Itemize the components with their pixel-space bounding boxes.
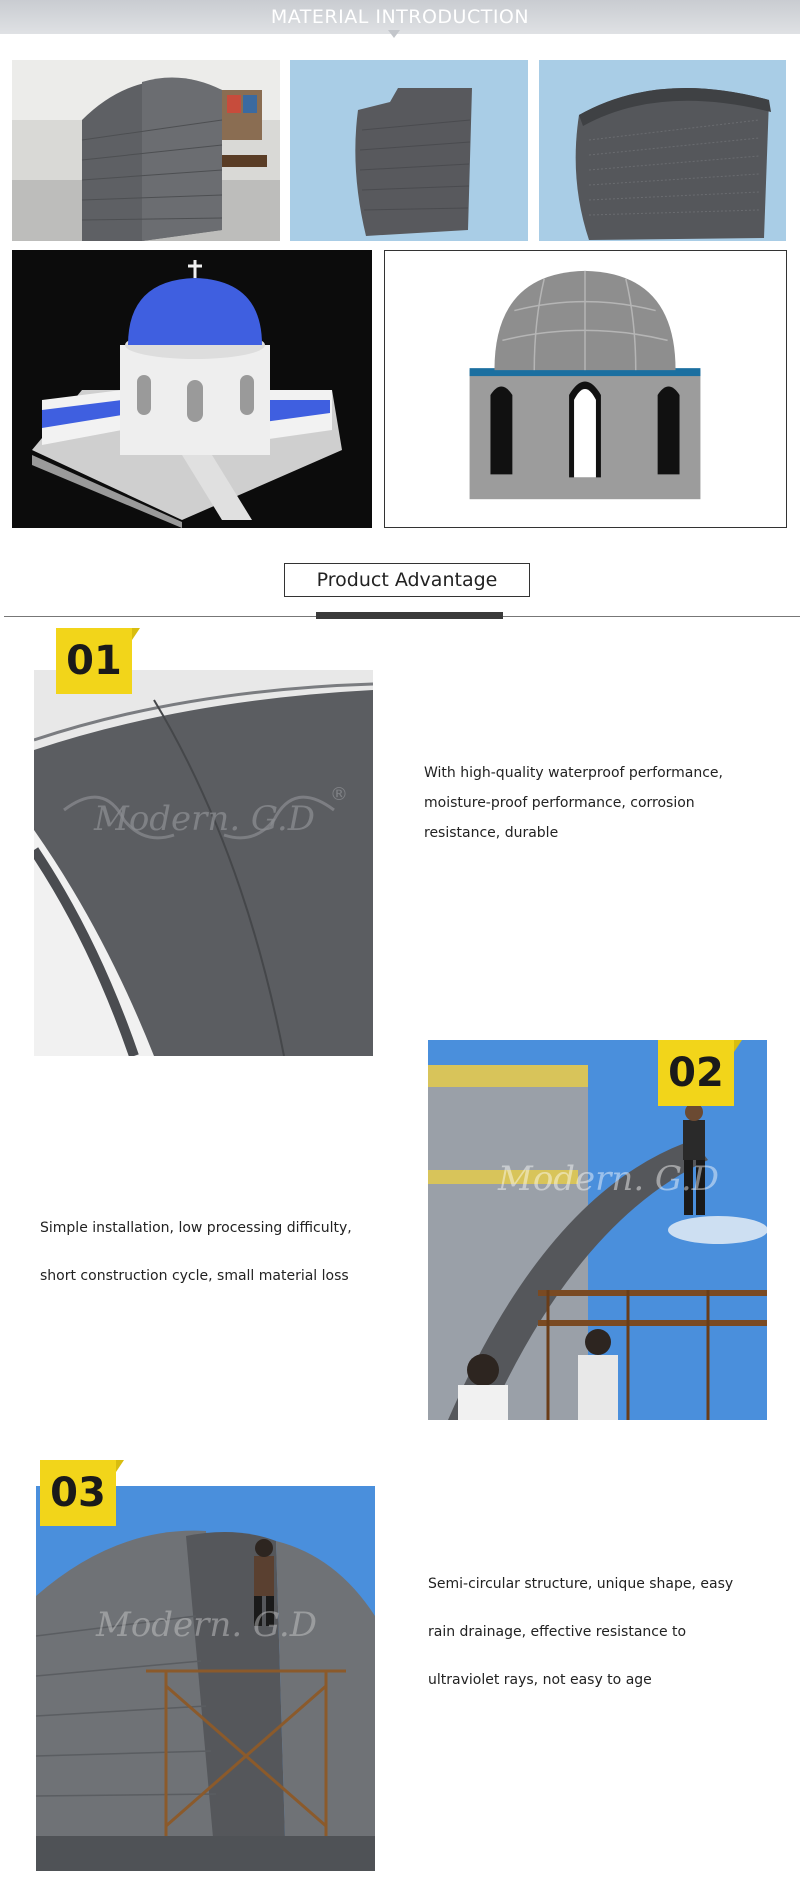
feature-number-03: 03 bbox=[40, 1460, 116, 1526]
watermark-text: Modern. G.D bbox=[94, 799, 315, 839]
product-advantage-heading: Product Advantage bbox=[284, 563, 530, 597]
banner-pointer bbox=[388, 30, 400, 38]
feature-text-01 bbox=[424, 758, 723, 848]
watermark-registered-mark: ® bbox=[330, 784, 348, 805]
watermark-text: Modern. G.D bbox=[96, 1605, 317, 1645]
feature-text-02 bbox=[40, 1204, 352, 1300]
feature-02-line-2: short construction cycle, small material loss bbox=[40, 1268, 349, 1284]
feature-number-01: 01 bbox=[56, 628, 132, 694]
feature-number-02: 02 bbox=[658, 1040, 734, 1106]
photo-dome-installed-indoor bbox=[12, 60, 280, 241]
feature-03-line-3: ultraviolet rays, not easy to age bbox=[428, 1672, 652, 1688]
feature-photo-01 bbox=[34, 670, 373, 1056]
watermark-text: Modern. G.D bbox=[498, 1159, 719, 1199]
feature-03-line-1: Semi-circular structure, unique shape, easy bbox=[428, 1576, 734, 1592]
section-title: MATERIAL INTRODUCTION bbox=[270, 6, 530, 28]
feature-01-line-1: With high-quality waterproof performance, bbox=[424, 765, 723, 781]
render-blue-dome-chapel bbox=[12, 250, 372, 528]
section-divider-accent bbox=[316, 612, 503, 619]
photo-single-panel bbox=[290, 60, 528, 241]
feature-01-line-2: moisture-proof performance, corrosion bbox=[424, 795, 695, 811]
photo-curved-panel bbox=[539, 60, 786, 241]
feature-02-line-1: Simple installation, low processing difficulty, bbox=[40, 1220, 352, 1236]
render-grey-dome-model bbox=[384, 250, 787, 528]
section-banner bbox=[0, 0, 800, 34]
feature-photo-03 bbox=[36, 1486, 375, 1871]
feature-03-line-2: rain drainage, effective resistance to bbox=[428, 1624, 687, 1640]
feature-text-03 bbox=[428, 1560, 733, 1704]
feature-01-line-3: resistance, durable bbox=[424, 825, 559, 841]
